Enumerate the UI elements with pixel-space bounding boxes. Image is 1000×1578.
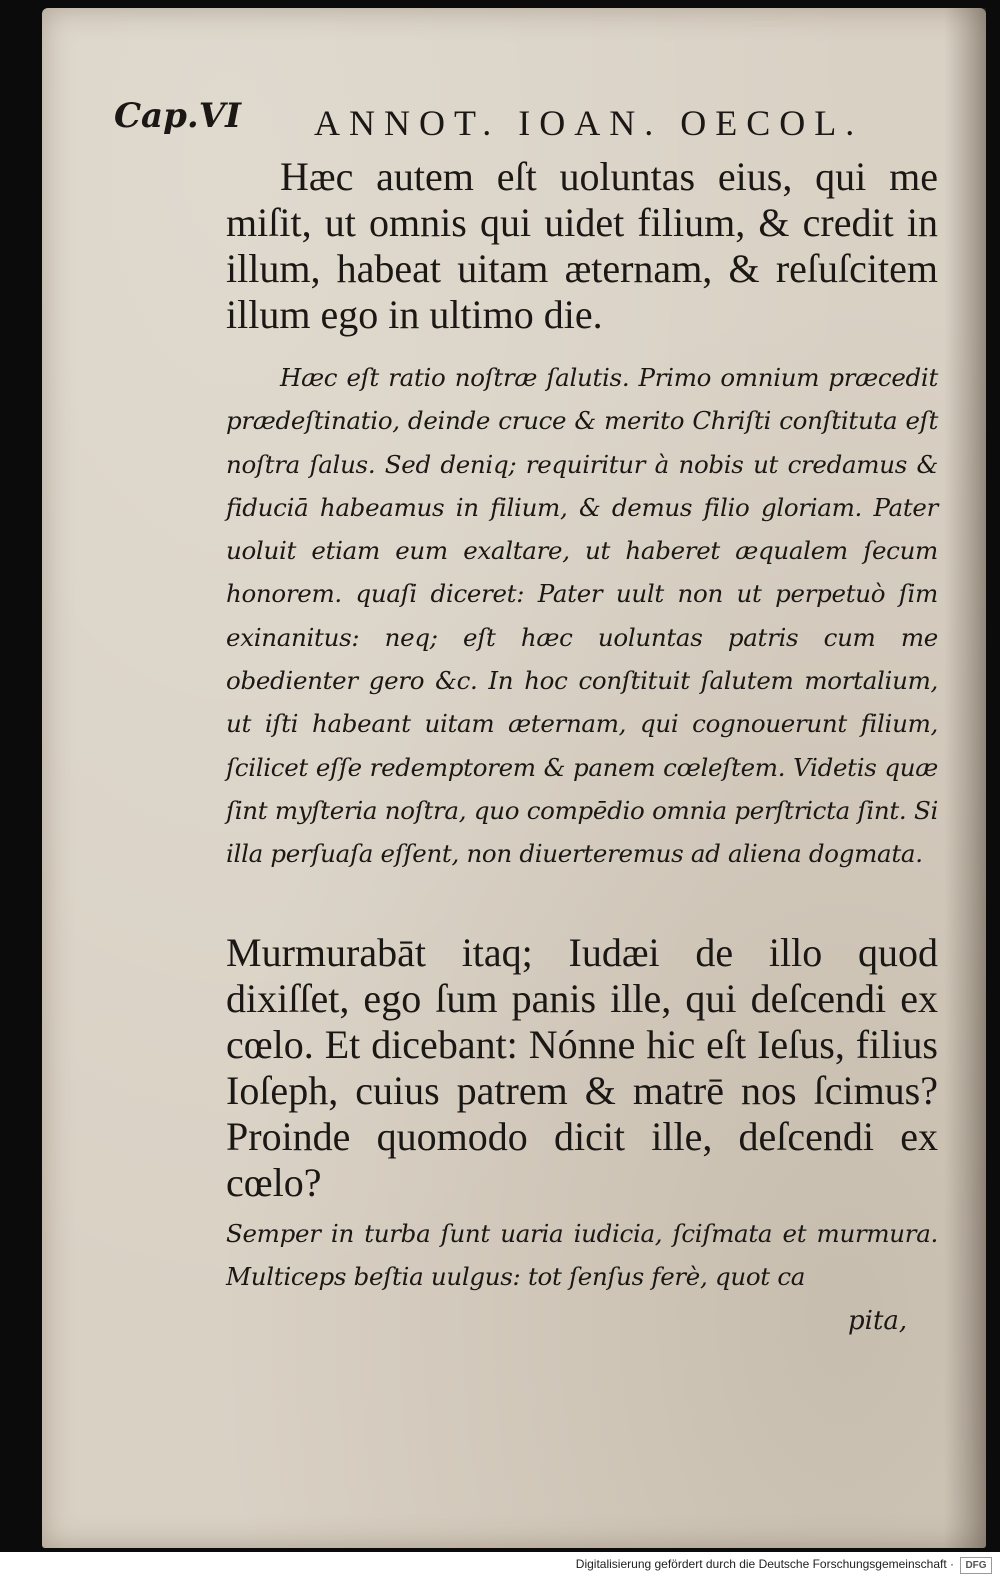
digitization-footer [0,1552,1000,1578]
scripture-passage-2 [226,930,938,1206]
running-title: ANNOT. IOAN. OECOL. [314,103,864,143]
catchword: pita, [848,1306,908,1336]
footer-credit: Digitalisierung gefördert durch die Deutsche Forschungsgemeinschaft · [575,1557,954,1571]
commentary-text: Semper in turba ſunt uaria iudicia, ſciſmata et murmura. Multiceps beſtia uulgus: tot ſenſus ferè, quot ca [226,1219,938,1292]
commentary-passage-1 [226,356,938,876]
scripture-passage-1 [226,154,938,338]
running-head [114,96,914,156]
chapter-number: Cap.VI [114,96,241,136]
commentary-passage-2 [226,1212,938,1299]
page-gutter-shadow [944,8,986,1548]
dfg-logo: DFG [960,1557,992,1574]
scripture-text: Hæc autem eſt uoluntas eius, qui me miſit, ut omnis qui uidet filium, & credit in illum, habeat uitam æternam, & reſuſcitem illum ego in ultimo die. [226,154,938,337]
scripture-text: Murmurabāt itaq; Iudæi de illo quod dixiſſet, ego ſum panis ille, qui deſcendi ex cœlo. Et dicebant: Nónne hic eſt Ieſus, filius Ioſeph, cuius patrem & matrē nos ſcimus? Proinde quomodo dicit ille, deſcendi ex cœlo? [226,930,938,1205]
commentary-text: Hæc eſt ratio noſtræ ſalutis. Primo omnium præcedit prædeſtinatio, deinde cruce & merito Chriſti conſtituta eſt noſtra ſalus. Sed deniq; requiritur à nobis ut credamus & fiduciā habeamus in filium, & demus filio gloriam. Pater uoluit etiam eum exaltare, ut haberet æqualem ſecum honorem. quaſi diceret: Pater uult non ut perpetuò ſim exinanitus: neq; eſt hæc uoluntas patris cum me obedienter gero &c. In hoc conſtituit ſalutem mortalium, ut iſti habeant uitam æternam, qui cognouerunt filium, ſcilicet eſſe redemptorem & panem cœleſtem. Videtis quæ ſint myſteria noſtra, quo compēdio omnia perſtricta ſint. Si illa perſuaſa eſſent, non diuerteremus ad aliena dogmata. [226,363,938,869]
